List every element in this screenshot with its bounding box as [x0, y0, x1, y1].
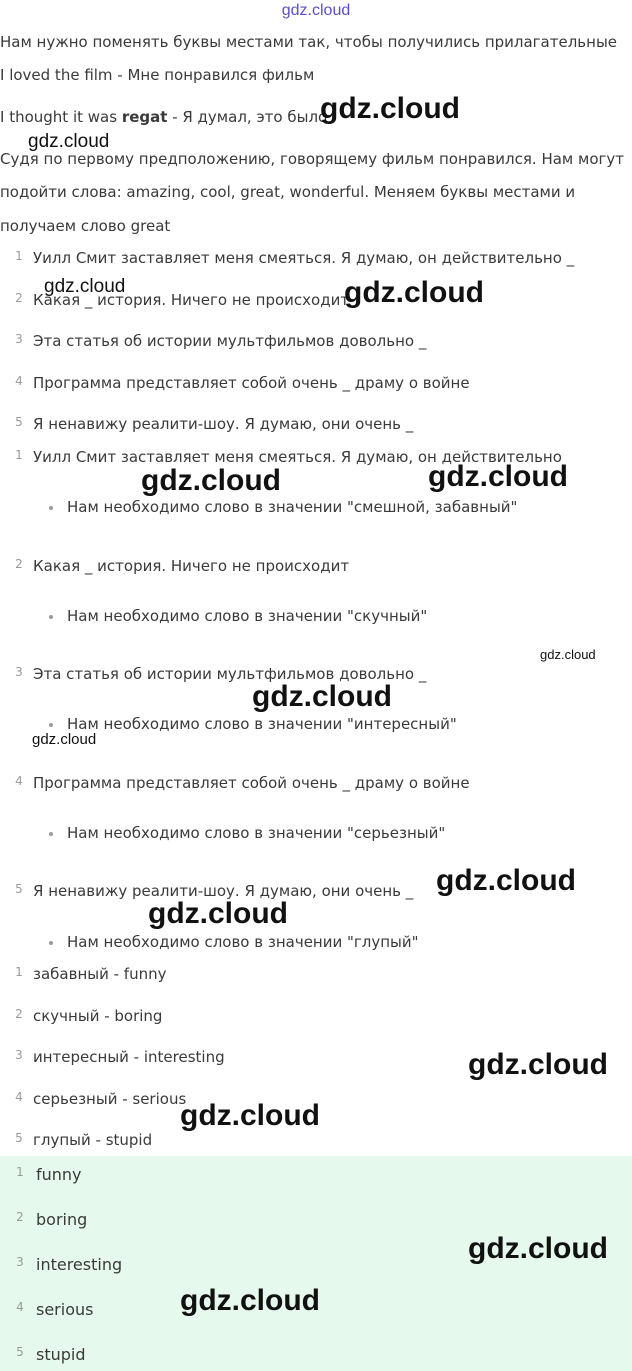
item-number: 1: [15, 965, 23, 979]
intro-line-3: [0, 108, 327, 126]
watermark: gdz.cloud: [468, 1048, 608, 1081]
item-number: 2: [15, 1007, 23, 1021]
watermark: gdz.cloud: [428, 460, 568, 493]
item-text: забавный - funny: [33, 965, 167, 983]
watermark: gdz.cloud: [148, 897, 288, 930]
watermark: gdz.cloud: [468, 1232, 608, 1265]
item-number: 3: [15, 1048, 23, 1062]
hint-text: Нам необходимо слово в значении "смешной, забавный": [67, 498, 518, 516]
item-number: 2: [15, 557, 23, 571]
watermark: gdz.cloud: [436, 864, 576, 897]
item-number: 1: [16, 1165, 24, 1179]
item-text: Эта статья об истории мультфильмов довольно _: [33, 665, 427, 683]
bullet-dot: [49, 832, 53, 836]
explanation-line-2: подойти слова: amazing, cool, great, wonderful. Меняем буквы местами и: [0, 183, 576, 201]
item-text: Эта статья об истории мультфильмов довольно _: [33, 332, 427, 350]
item-text: Уилл Смит заставляет меня смеяться. Я думаю, он действительно: [33, 448, 562, 466]
hint-text: Нам необходимо слово в значении "интересный": [67, 715, 457, 733]
item-text: Я ненавижу реалити-шоу. Я думаю, они очень _: [33, 415, 414, 433]
item-number: 5: [15, 415, 23, 429]
item-number: 3: [16, 1255, 24, 1269]
watermark: gdz.cloud: [344, 276, 484, 309]
item-number: 1: [15, 448, 23, 462]
item-number: 2: [16, 1210, 24, 1224]
item-number: 2: [15, 291, 23, 305]
item-text: интересный - interesting: [33, 1048, 225, 1066]
top-watermark: gdz.cloud: [281, 2, 351, 19]
item-number: 4: [15, 374, 23, 388]
bullet-dot: [49, 941, 53, 945]
item-text: Я ненавижу реалити-шоу. Я думаю, они очень _: [33, 882, 414, 900]
item-text: серьезный - serious: [33, 1090, 187, 1108]
hint-text: Нам необходимо слово в значении "скучный": [67, 607, 428, 625]
item-text: Какая _ история. Ничего не происходит: [33, 557, 350, 575]
item-number: 5: [15, 882, 23, 896]
item-text: Уилл Смит заставляет меня смеяться. Я думаю, он действительно _: [33, 249, 575, 267]
item-text: глупый - stupid: [33, 1131, 153, 1149]
intro-line-3-bold: regat: [121, 108, 168, 126]
intro-line-1: Нам нужно поменять буквы местами так, чтобы получились прилагательные: [0, 33, 618, 51]
watermark: gdz.cloud: [180, 1099, 320, 1132]
watermark: gdz.cloud: [180, 1284, 320, 1317]
answer-text: stupid: [36, 1345, 86, 1364]
answer-text: boring: [36, 1210, 88, 1229]
bullet-dot: [49, 615, 53, 619]
watermark: gdz.cloud: [28, 131, 110, 152]
hint-text: Нам необходимо слово в значении "глупый": [67, 933, 419, 951]
answer-text: funny: [36, 1165, 82, 1184]
item-number: 5: [16, 1345, 24, 1359]
intro-line-2: I loved the film - Мне понравился фильм: [0, 66, 315, 84]
item-number: 4: [15, 1090, 23, 1104]
explanation-line-3: получаем слово great: [0, 217, 171, 235]
item-number: 4: [16, 1300, 24, 1314]
watermark: gdz.cloud: [44, 276, 126, 297]
explanation-line-1: Судя по первому предположению, говорящему фильм понравился. Нам могут: [0, 150, 624, 168]
watermark: gdz.cloud: [320, 92, 460, 125]
item-text: скучный - boring: [33, 1007, 163, 1025]
intro-line-3-prefix: I thought it was: [0, 108, 122, 126]
item-number: 5: [15, 1131, 23, 1145]
item-number: 4: [15, 774, 23, 788]
item-number: 3: [15, 665, 23, 679]
watermark: gdz.cloud: [540, 647, 596, 662]
bullet-dot: [49, 723, 53, 727]
answer-text: interesting: [36, 1255, 123, 1274]
watermark: gdz.cloud: [32, 731, 97, 748]
answer-text: serious: [36, 1300, 94, 1319]
bullet-dot: [49, 506, 53, 510]
watermark: gdz.cloud: [252, 680, 392, 713]
intro-line-3-suffix: - Я думал, это было: [167, 108, 328, 126]
watermark: gdz.cloud: [141, 464, 281, 497]
item-text: Программа представляет собой очень _ драму о войне: [33, 374, 470, 392]
item-text: Какая _ история. Ничего не происходит: [33, 291, 350, 309]
hint-text: Нам необходимо слово в значении "серьезный": [67, 824, 446, 842]
item-text: Программа представляет собой очень _ драму о войне: [33, 774, 470, 792]
item-number: 1: [15, 249, 23, 263]
item-number: 3: [15, 332, 23, 346]
